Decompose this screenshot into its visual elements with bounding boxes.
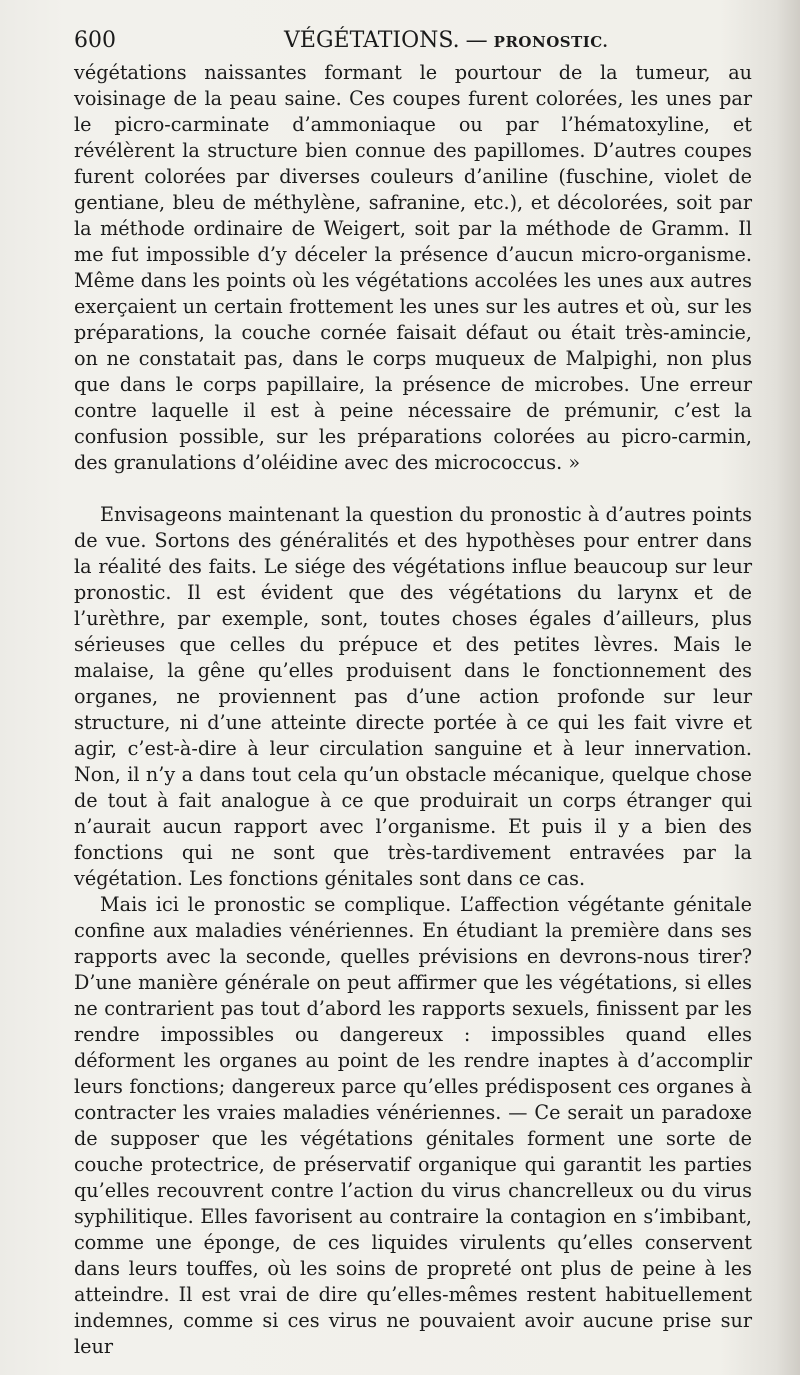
paragraph-complication: Mais ici le pronostic se complique. L’affection végétante génitale confine aux maladies vénériennes. En étudiant la première dans ses rapports avec la seconde, quelles prévisions en devrons-nous tirer? D’une manière générale on peut affirmer que les végétations, si elles ne contrarient pas tout d’abord les rapports sexuels, finissent par les rendre impossibles ou dangereux : impossibles quand elles déforment les organes au point de les rendre inaptes à d’accomplir leurs fonctions; dangereux parce qu’elles prédisposent ces organes à contracter les vraies maladies vénériennes. — Ce serait un paradoxe de supposer que les végétations génitales forment une sorte de couche protectrice, de préservatif organique qui garantit les parties qu’elles recouvrent contre l’action du virus chancrelleux ou du virus syphilitique. Elles favorisent au contraire la contagion en s’imbibant, comme une éponge, de ces liquides virulents qu’elles conservent dans leurs touffes, où les soins de propreté ont plus de peine à les atteindre. Il est vrai de dire qu’elles-mêmes restent habituellement indemnes, comme si ces virus ne pouvaient avoir aucune prise sur leur xyxy=(74,893,752,1358)
body-text xyxy=(74,60,752,1360)
running-title-section: PRONOSTIC. xyxy=(493,33,609,51)
running-title-main: VÉGÉTATIONS. xyxy=(284,28,460,53)
page-number: 600 xyxy=(74,28,116,53)
running-title xyxy=(284,28,608,53)
paragraph-pronostic: Envisageons maintenant la question du pronostic à d’autres points de vue. Sortons des généralités et des hypothèses pour entrer dans la réalité des faits. Le siége des végétations influe beaucoup sur leur pronostic. Il est évident que des végétations du larynx et de l’urèthre, par exemple, sont, toutes choses égales d’ailleurs, plus sérieuses que celles du prépuce et des petites lèvres. Mais le malaise, la gêne qu’elles produisent dans le fonctionnement des organes, ne proviennent pas d’une action profonde sur leur structure, ni d’une atteinte directe portée à ce qui les fait vivre et agir, c’est-à-dire à leur circulation sanguine et à leur innervation. Non, il n’y a dans tout cela qu’un obstacle mécanique, quelque chose de tout à fait analogue à ce que produirait un corps étranger qui n’aurait aucun rapport avec l’organisme. Et puis il y a bien des fonctions qui ne sont que très-tardivement entravées par la végétation. Les fonctions génitales sont dans ce cas. xyxy=(74,503,752,890)
running-head xyxy=(74,20,752,60)
paragraph-gap xyxy=(74,476,752,502)
paragraph-continued: végétations naissantes formant le pourtour de la tumeur, au voisinage de la peau saine. Ces coupes furent colorées, les unes par le picro-carminate d’ammoniaque ou par l’hématoxyline, et révélèrent la structure bien connue des papillomes. D’autres coupes furent colorées par diverses couleurs d’aniline (fuschine, violet de gentiane, bleu de méthylène, safranine, etc.), et décolorées, soit par la méthode ordinaire de Weigert, soit par la méthode de Gramm. Il me fut impossible d’y déceler la présence d’aucun micro-organisme. Même dans les points où les végétations accolées les unes aux autres exerçaient un certain frottement les unes sur les autres et où, sur les préparations, la couche cornée faisait défaut ou était très-amincie, on ne constatait pas, dans le corps muqueux de Malpighi, non plus que dans le corps papillaire, la présence de microbes. Une erreur contre laquelle il est à peine nécessaire de prémunir, c’est la confusion possible, sur les préparations colorées au picro-carmin, des granulations d’oléidine avec des micrococcus. » xyxy=(74,61,752,474)
running-title-dash: — xyxy=(465,28,488,53)
